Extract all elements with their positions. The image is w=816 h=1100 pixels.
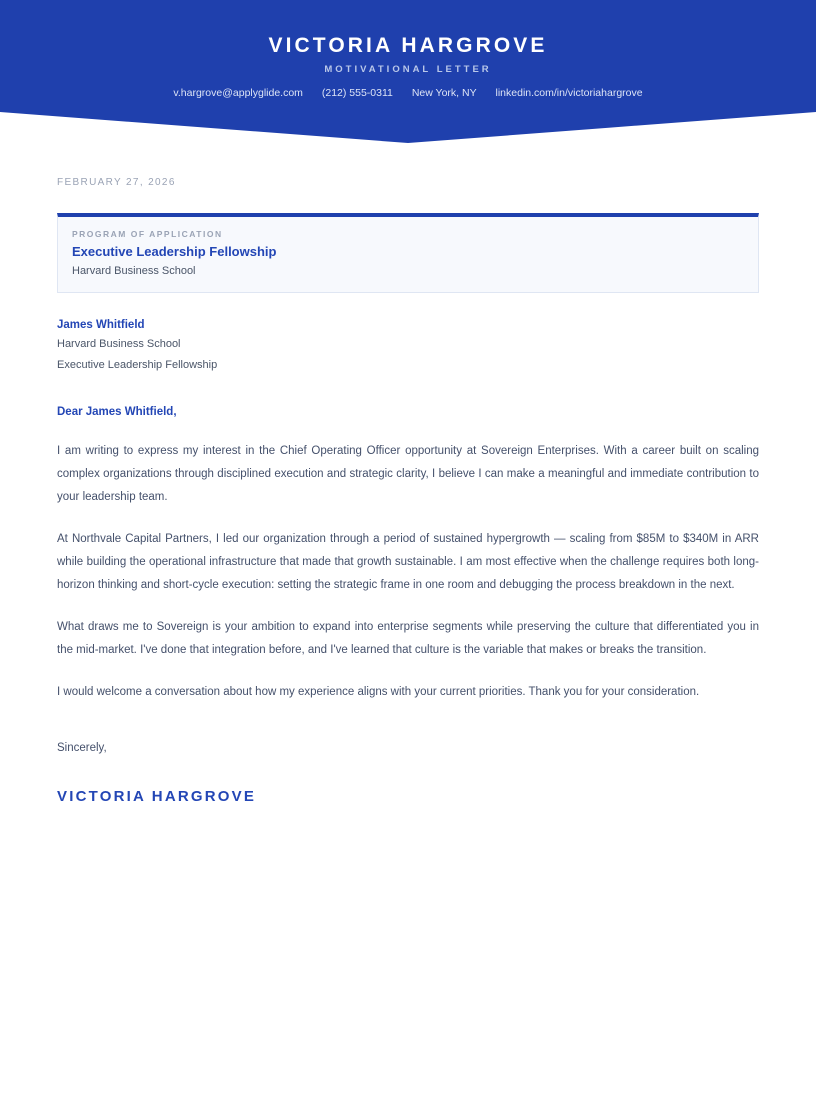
- letter-header-banner: [0, 0, 816, 144]
- body-paragraph-1: I am writing to express my interest in the Chief Operating Officer opportunity at Sovereign Enterprises. With a career built on scaling complex organizations through disciplined execution and strategic clarity, I believe I can make a meaningful and immediate contribution to your leadership team.: [57, 445, 759, 503]
- recipient-name: James Whitfield: [57, 319, 145, 331]
- recipient-program: Executive Leadership Fellowship: [57, 359, 218, 371]
- letter-date: FEBRUARY 27, 2026: [57, 177, 176, 188]
- contact-phone[interactable]: (212) 555-0311: [321, 87, 393, 99]
- signature-name: VICTORIA HARGROVE: [57, 788, 257, 805]
- candidate-name: VICTORIA HARGROVE: [268, 34, 548, 57]
- body-paragraph-2: At Northvale Capital Partners, I led our organization through a period of sustained hypergrowth — scaling from $85M to $340M in ARR while building the operational infrastructure that made that growth sustainable. I am most effective when the challenge requires both long-horizon thinking and short-cycle execution: setting the strategic frame in one room and debugging the process breakdown in the next.: [57, 533, 759, 591]
- contact-location: New York, NY: [411, 87, 477, 99]
- contact-line: [0, 76, 816, 100]
- recipient-organization: Harvard Business School: [57, 338, 181, 350]
- program-title: Executive Leadership Fellowship: [72, 244, 277, 259]
- document-kind-label: MOTIVATIONAL LETTER: [324, 64, 492, 75]
- contact-email[interactable]: v.hargrove@applyglide.com: [173, 87, 303, 99]
- program-of-application-card: [57, 213, 759, 293]
- header-content: [0, 0, 816, 100]
- body-paragraph-3: What draws me to Sovereign is your ambition to expand into enterprise segments while preserving the culture that differentiated you in the mid-market. I've done that integration before, and I've learned that culture is the variable that makes or breaks the transition.: [57, 621, 759, 656]
- program-eyebrow-label: PROGRAM OF APPLICATION: [72, 229, 223, 239]
- contact-linkedin[interactable]: linkedin.com/in/victoriahargrove: [495, 87, 643, 99]
- salutation: Dear James Whitfield,: [57, 406, 177, 418]
- program-organization: Harvard Business School: [72, 265, 196, 277]
- body-paragraph-4: I would welcome a conversation about how my experience aligns with your current priorities. Thank you for your consideration.: [57, 686, 700, 698]
- closing-line: Sincerely,: [57, 742, 107, 754]
- recipient-block: [57, 317, 759, 376]
- letter-body: [0, 144, 816, 808]
